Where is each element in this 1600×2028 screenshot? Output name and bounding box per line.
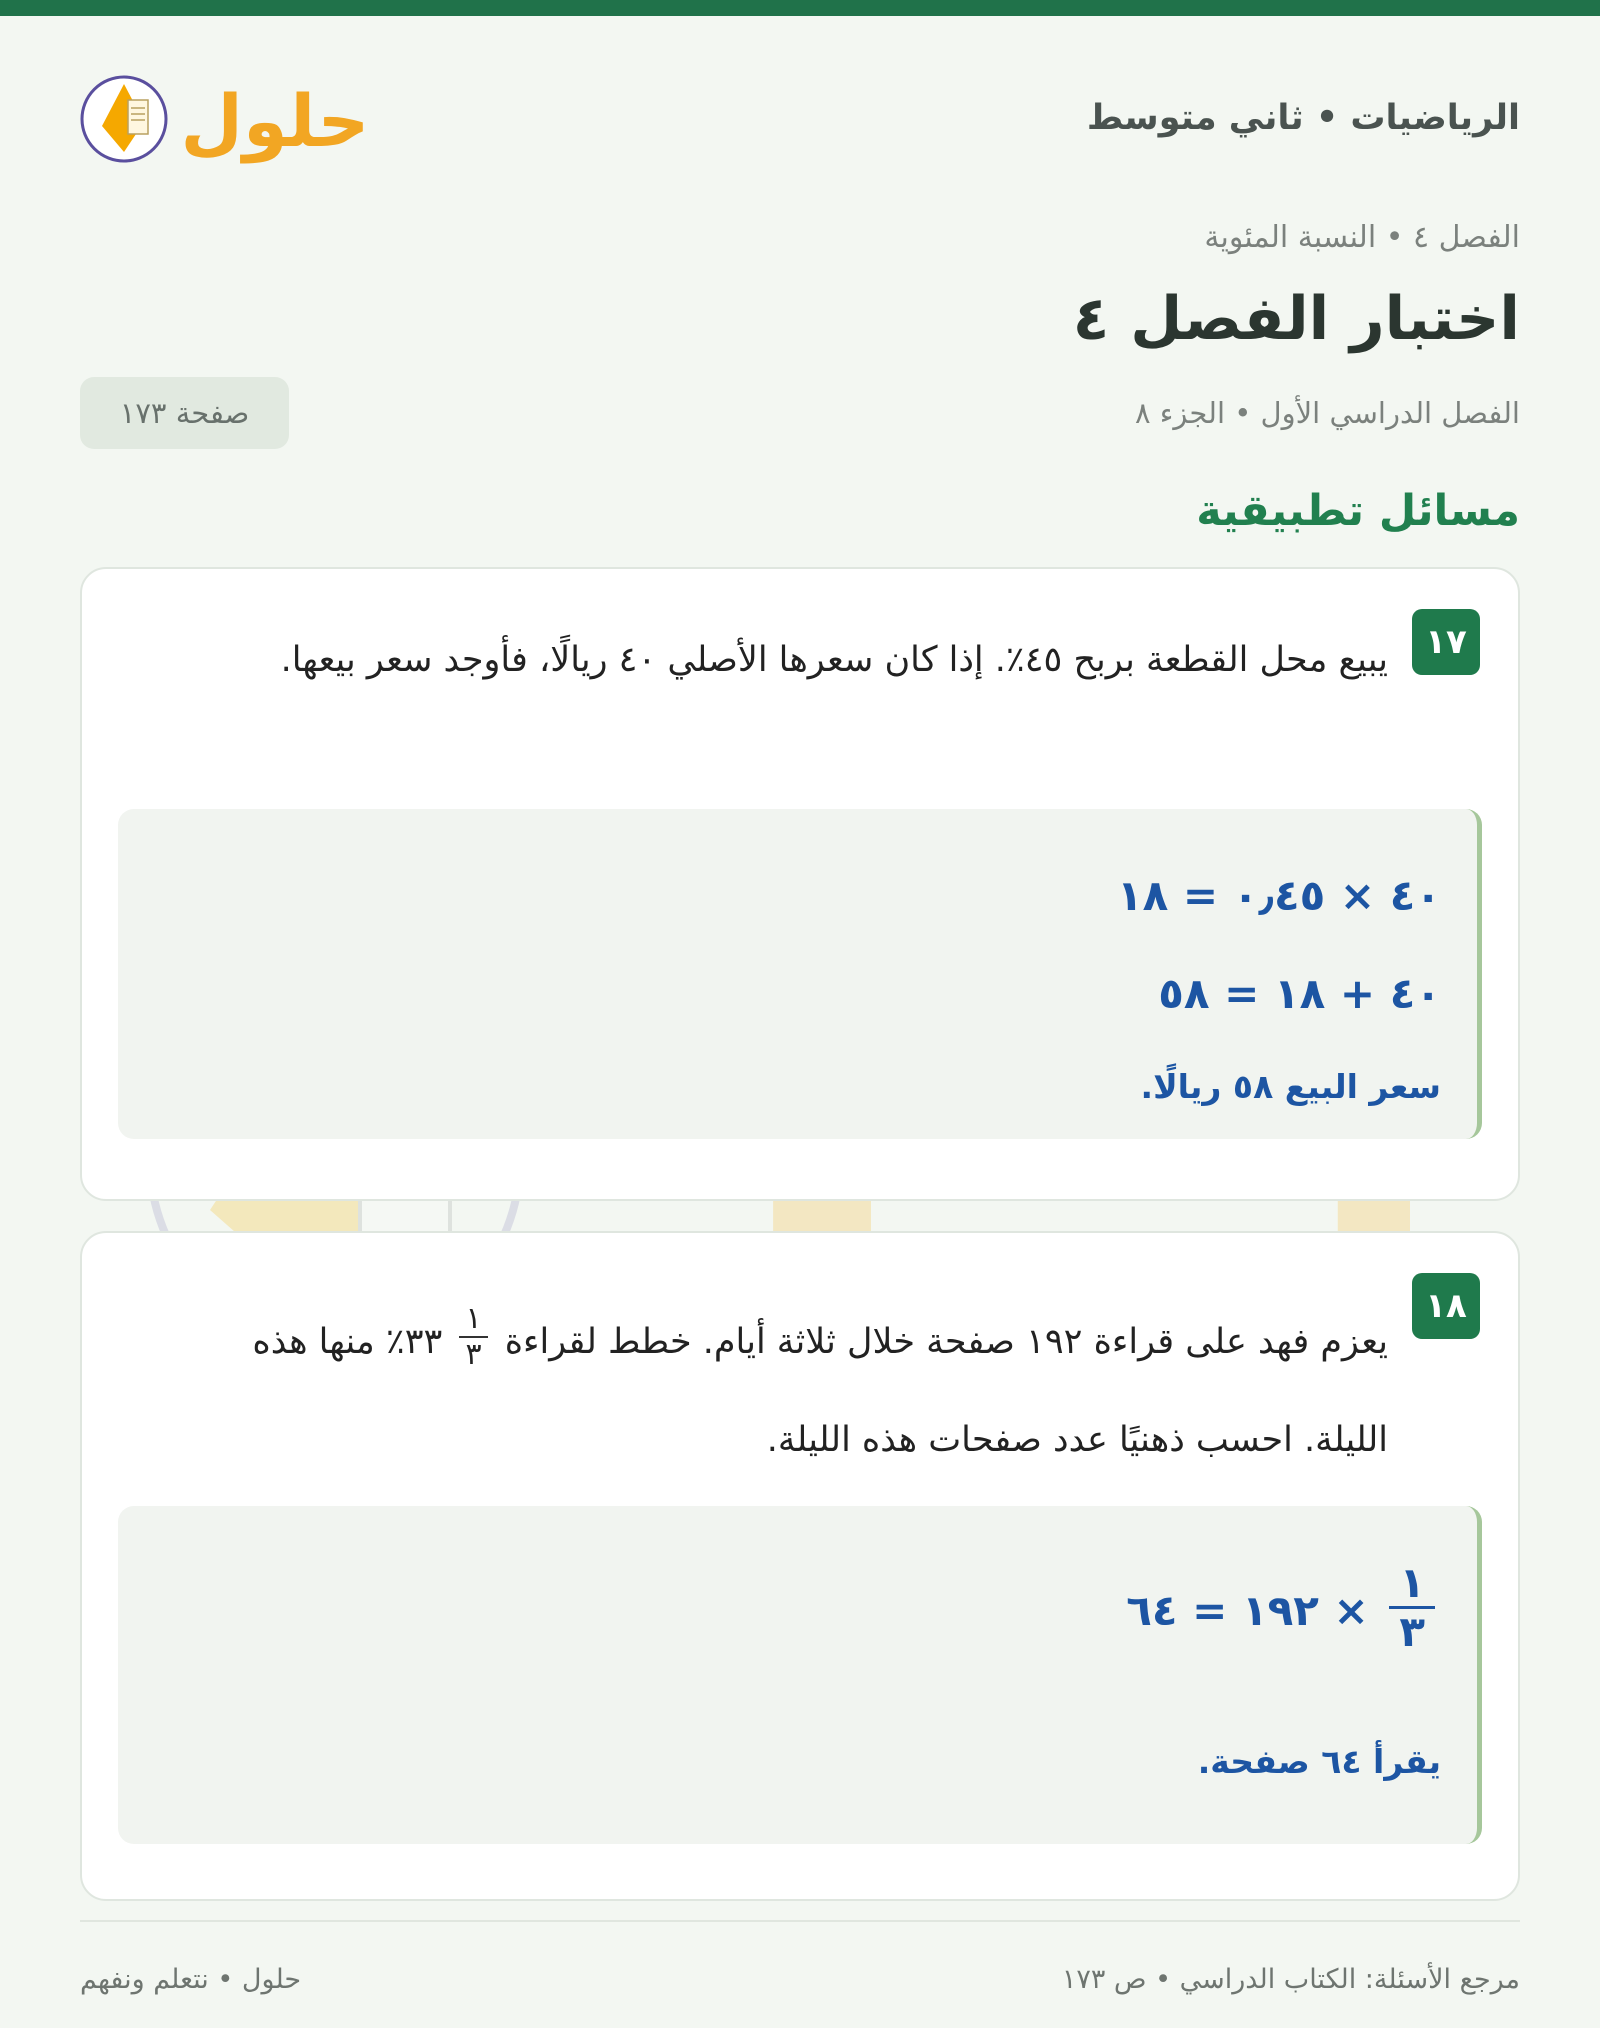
subject-label: الرياضيات • ثاني متوسط	[1086, 98, 1520, 138]
footer-divider	[80, 1920, 1520, 1922]
question-text-part-2: ٣٣٪ منها هذه الليلة. احسب ذهنيًا عدد صفحات هذه الليلة.	[252, 1322, 1388, 1460]
page-title: اختبار الفصل ٤	[1072, 284, 1520, 354]
logo-text: حلول	[180, 79, 370, 163]
fraction-numerator: ١	[1389, 1560, 1435, 1609]
question-card-17	[80, 567, 1520, 1201]
section-title: مسائل تطبيقية	[1196, 486, 1520, 536]
term-info: الفصل الدراسي الأول • الجزء ٨	[1134, 396, 1520, 430]
question-number-badge: ١٨	[1412, 1273, 1480, 1339]
fraction-denominator: ٣	[1399, 1607, 1425, 1656]
solution-answer: سعر البيع ٥٨ ريالًا.	[1140, 1067, 1441, 1106]
solution-equation: × ١٩٢ = ٦٤	[1126, 1586, 1369, 1635]
hulul-logo[interactable]	[80, 64, 370, 174]
fraction-denominator: ٣	[465, 1337, 482, 1372]
page-number-badge: صفحة ١٧٣	[80, 377, 289, 449]
top-accent-bar	[0, 0, 1600, 16]
footer-brand: حلول • نتعلم ونفهم	[80, 1964, 302, 1995]
footer-reference: مرجع الأسئلة: الكتاب الدراسي • ص ١٧٣	[1061, 1964, 1520, 1995]
solution-answer: يقرأ ٦٤ صفحة.	[1197, 1742, 1441, 1781]
solution-step-1: ٤٠ × ٠٫٤٥ = ١٨	[1116, 871, 1441, 920]
solution-step-2: ٤٠ + ١٨ = ٥٨	[1158, 969, 1441, 1018]
fraction-numerator: ١	[459, 1302, 487, 1338]
question-text: يبيع محل القطعة بربح ٤٥٪. إذا كان سعرها الأصلي ٤٠ ريالًا، فأوجد سعر بيعها.	[280, 640, 1388, 680]
solution-fraction	[1389, 1560, 1435, 1655]
solution-box	[118, 1506, 1482, 1844]
question-card-18	[80, 1231, 1520, 1901]
fraction-one-third	[459, 1302, 487, 1372]
question-text-part-1: يعزم فهد على قراءة ١٩٢ صفحة خلال ثلاثة أيام. خطط لقراءة	[504, 1322, 1388, 1362]
question-number-badge: ١٧	[1412, 609, 1480, 675]
chapter-breadcrumb: الفصل ٤ • النسبة المئوية	[1204, 220, 1520, 255]
solution-step-1	[1126, 1558, 1441, 1661]
solution-box	[118, 809, 1482, 1139]
question-text	[182, 1293, 1388, 1489]
